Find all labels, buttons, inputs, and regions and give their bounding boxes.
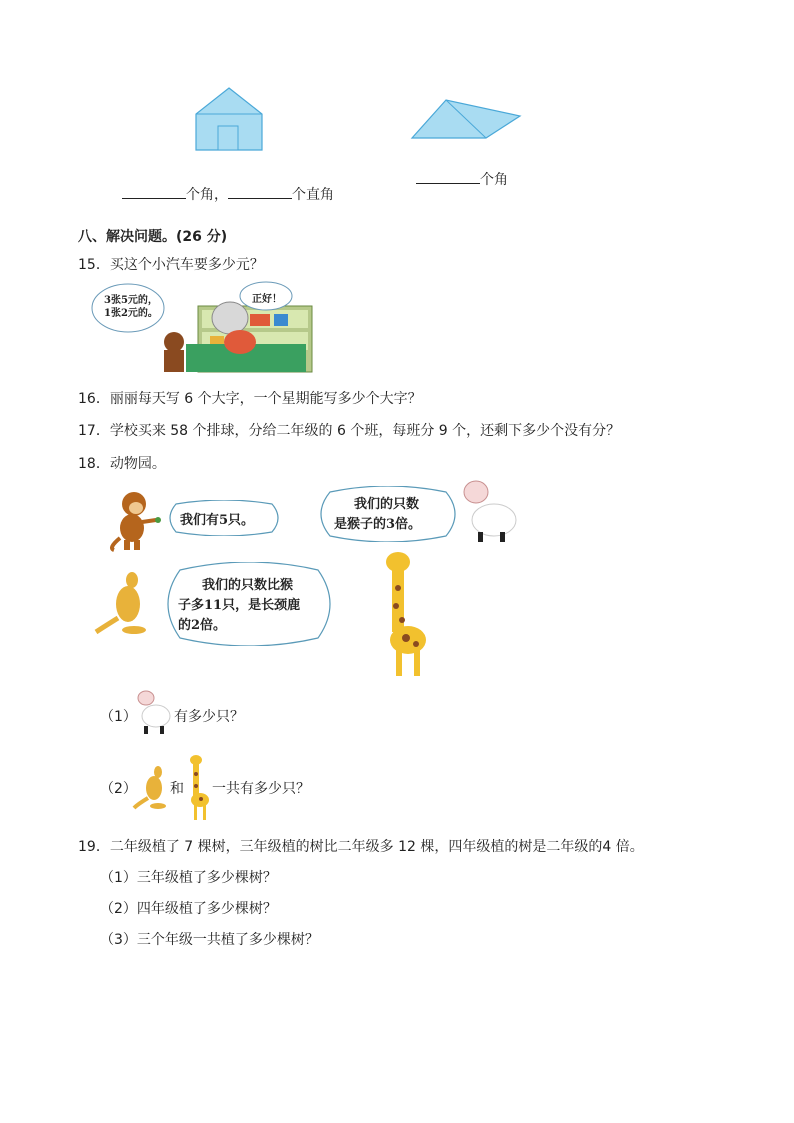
sheep-bubble-text: 我们的只数 是猴子的3倍。: [334, 497, 422, 532]
question-18-sub2-and: 和: [170, 781, 184, 797]
kangaroo-illustration: [94, 570, 150, 636]
question-19-sub1: （1）三年级植了多少棵树？: [100, 870, 277, 886]
question-17: 17．学校买来 58 个排球，分给二年级的 6 个班，每班分 9 个，还剩下多少个没有分？: [78, 423, 621, 439]
kangaroo-icon: [132, 764, 168, 810]
question-15: 15．买这个小汽车要多少元？: [78, 257, 264, 273]
house-caption: 个角， 个直角: [122, 184, 334, 204]
question-18-sub1-label: （1）: [100, 709, 137, 725]
triangle-caption: 个角: [416, 169, 508, 189]
q15-bubble-left: 3张5元的， 1张2元的。: [104, 295, 158, 319]
question-19-sub2: （2）四年级植了多少棵树？: [100, 901, 277, 917]
angle-count-blank[interactable]: [122, 184, 186, 199]
giraffe-icon: [186, 752, 214, 822]
section-title: 八、解决问题。(26 分): [78, 229, 228, 245]
q15-bubble-right: 正好！: [252, 294, 282, 305]
question-19: 19．二年级植了 7 棵树，三年级植的树比二年级多 12 棵，四年级植的树是二年级的4 倍。: [78, 839, 644, 855]
kangaroo-bubble-text: 我们的只数比猴 子多11只，是长颈鹿 的2倍。: [178, 578, 301, 633]
question-18-sub1-text: 有多少只？: [174, 709, 244, 725]
triangle-shape: [410, 98, 522, 140]
question-19-sub3: （3）三个年级一共植了多少棵树？: [100, 932, 319, 948]
triangle-angle-blank[interactable]: [416, 169, 480, 184]
question-18: 18．动物园。: [78, 456, 166, 472]
question-18-sub2-text: 一共有多少只？: [212, 781, 310, 797]
sheep-icon: [136, 690, 172, 736]
house-shape: [194, 86, 264, 152]
sheep-illustration: [460, 478, 518, 544]
question-16: 16．丽丽每天写 6 个大字，一个星期能写多少个大字？: [78, 391, 422, 407]
giraffe-illustration: [376, 548, 436, 680]
monkey-illustration: [104, 490, 164, 552]
right-angle-count-blank[interactable]: [228, 184, 292, 199]
monkey-bubble-text: 我们有5只。: [180, 513, 255, 528]
question-18-sub2-label: （2）: [100, 781, 137, 797]
